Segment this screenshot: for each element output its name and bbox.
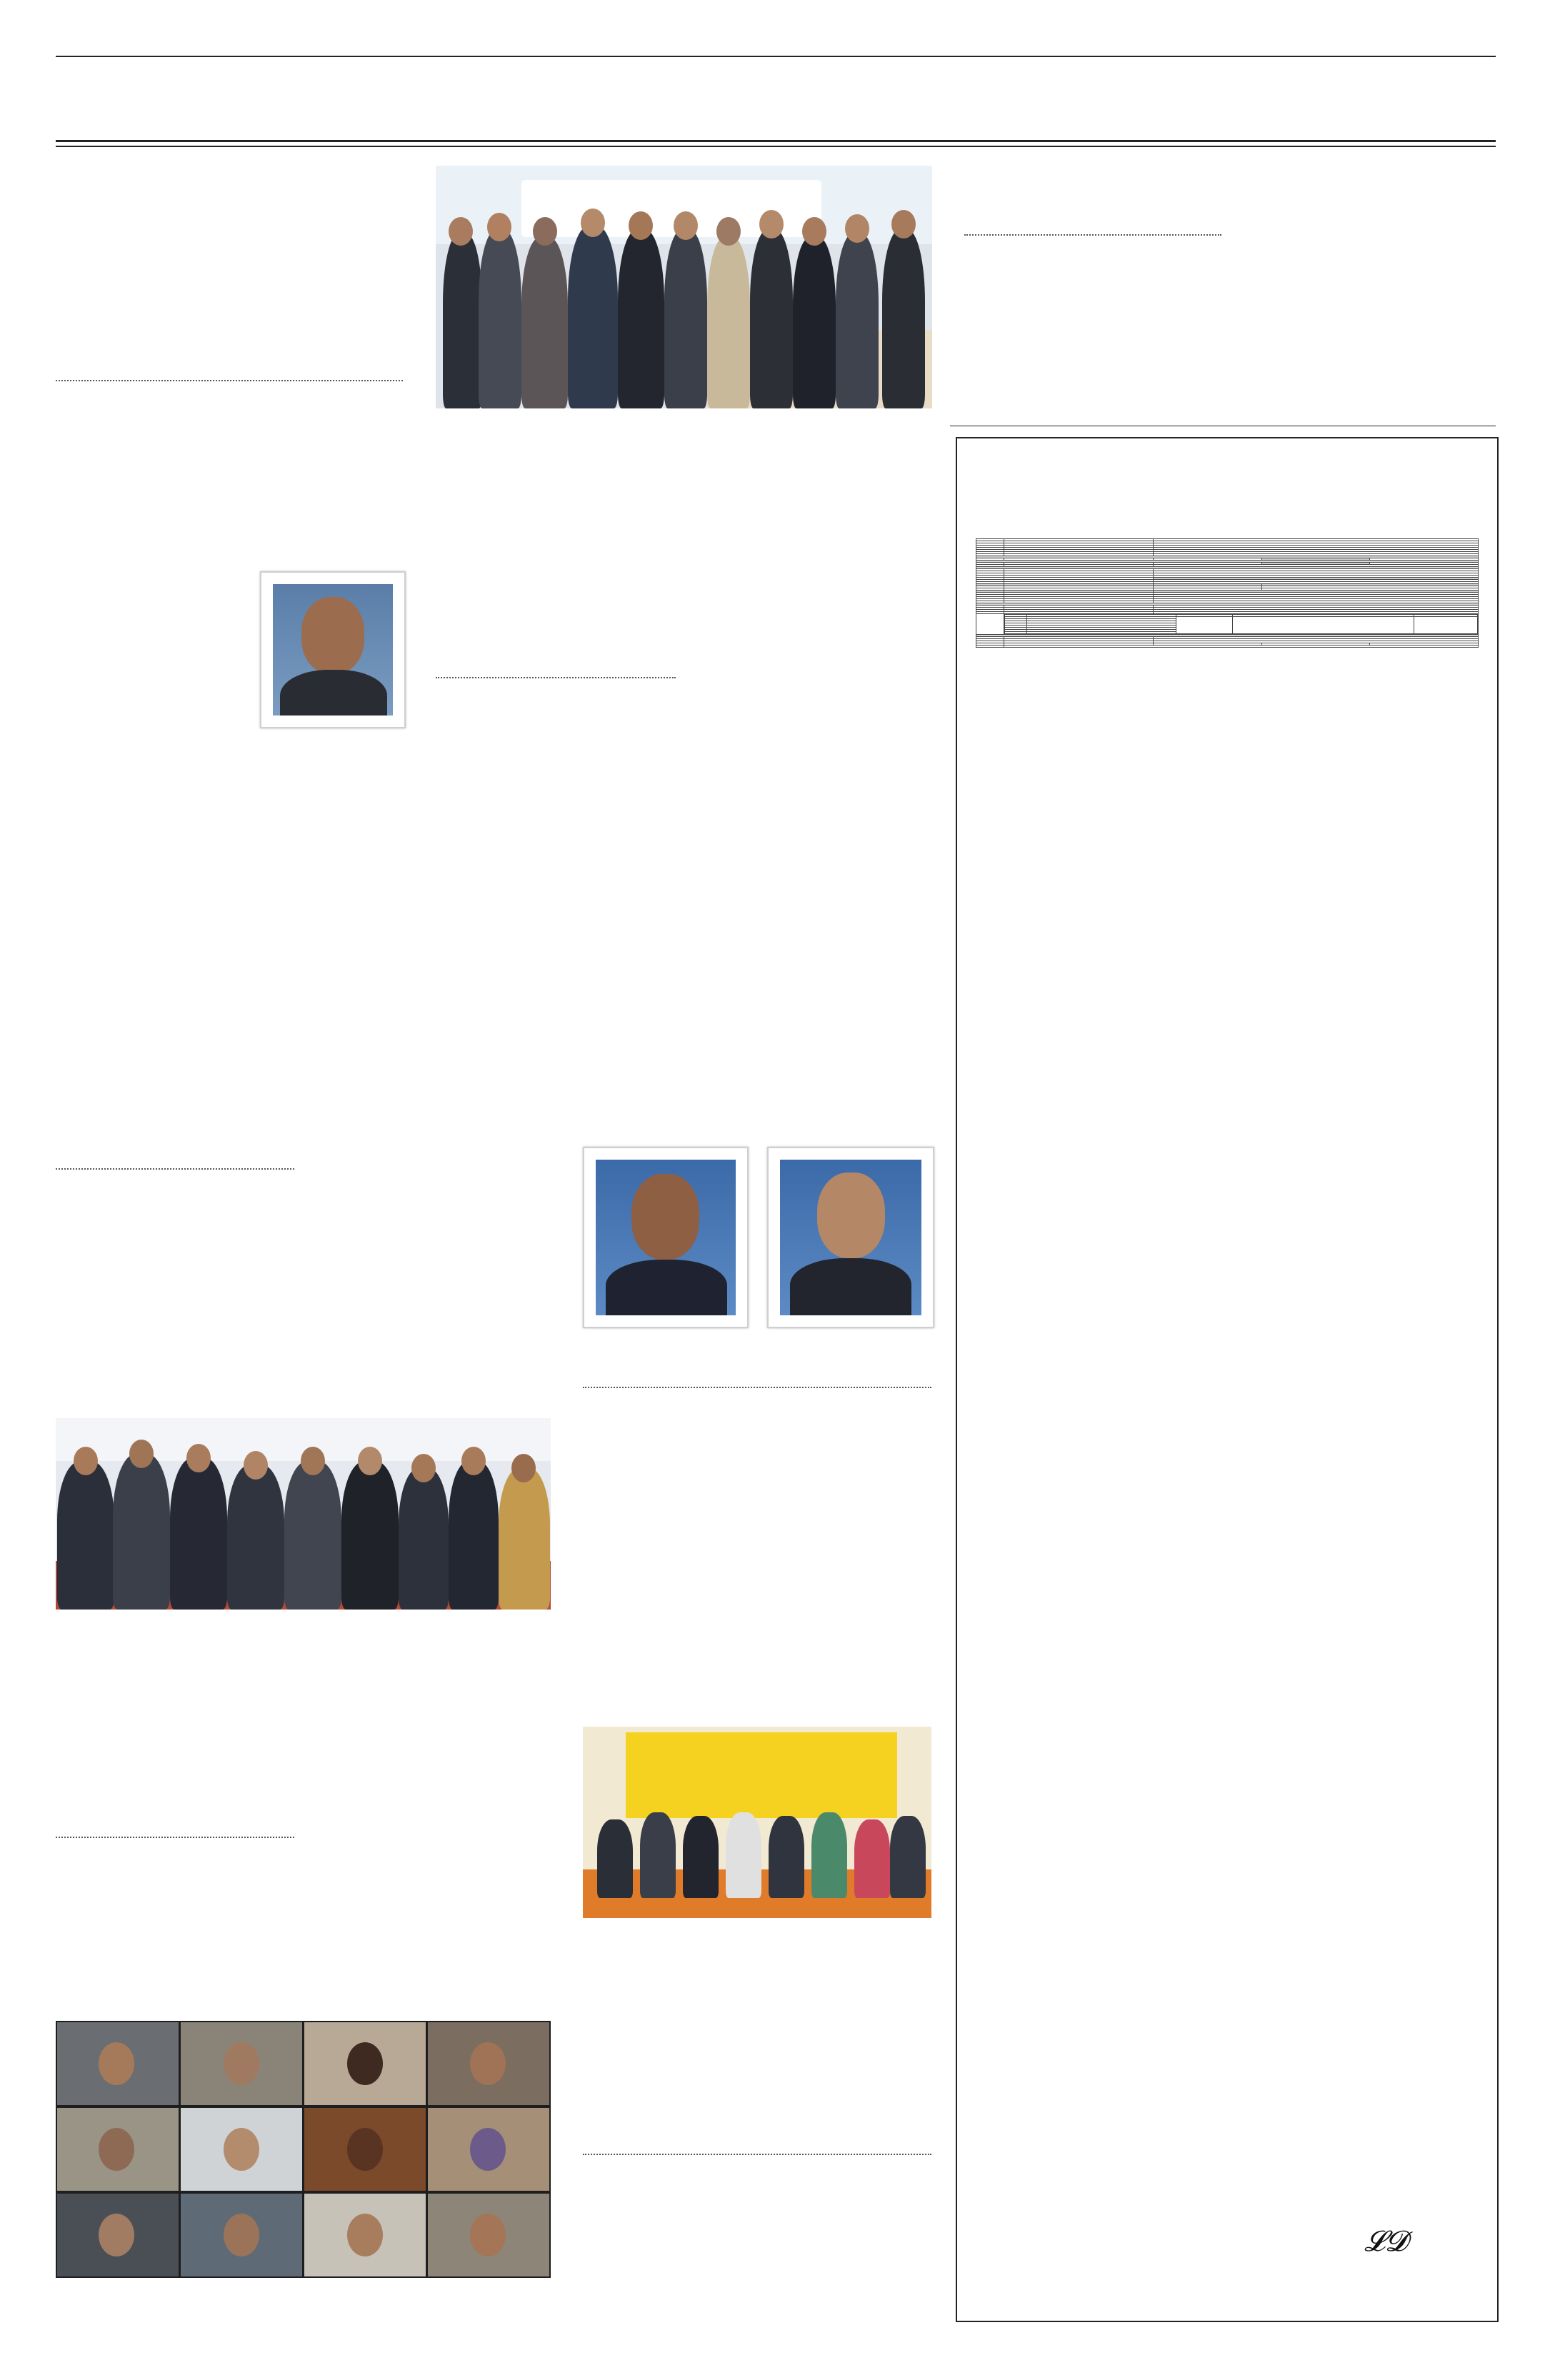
masthead-rule xyxy=(56,140,1496,142)
lot-completion xyxy=(1414,617,1478,634)
table-cell xyxy=(1004,646,1479,648)
tender-table xyxy=(976,538,1479,648)
lot-name xyxy=(1027,632,1176,634)
portrait xyxy=(260,571,406,728)
lot-no xyxy=(1005,632,1027,634)
divider xyxy=(436,677,676,678)
lot-location xyxy=(1176,617,1233,634)
video-conference-photo xyxy=(56,2021,551,2278)
signature: 𝓛𝓓 xyxy=(1364,2225,1407,2258)
branch-photo xyxy=(583,1727,931,1918)
mou-photo xyxy=(436,166,932,408)
table-cell xyxy=(976,646,1004,648)
masthead-rule-2 xyxy=(56,146,1496,147)
portrait xyxy=(583,1147,749,1328)
table-cell xyxy=(976,614,1004,635)
divider xyxy=(56,1837,294,1838)
synergy-photo xyxy=(56,1418,551,1610)
divider xyxy=(583,1387,931,1388)
divider xyxy=(964,234,1221,236)
divider xyxy=(56,1168,294,1170)
lot-security xyxy=(1233,617,1414,634)
divider xyxy=(583,2154,931,2155)
lot-table-cell xyxy=(1004,614,1479,635)
top-rule xyxy=(56,56,1496,57)
tender-notice xyxy=(956,437,1499,2322)
lot-table xyxy=(1004,614,1478,634)
divider xyxy=(56,380,403,381)
portrait xyxy=(767,1147,934,1328)
